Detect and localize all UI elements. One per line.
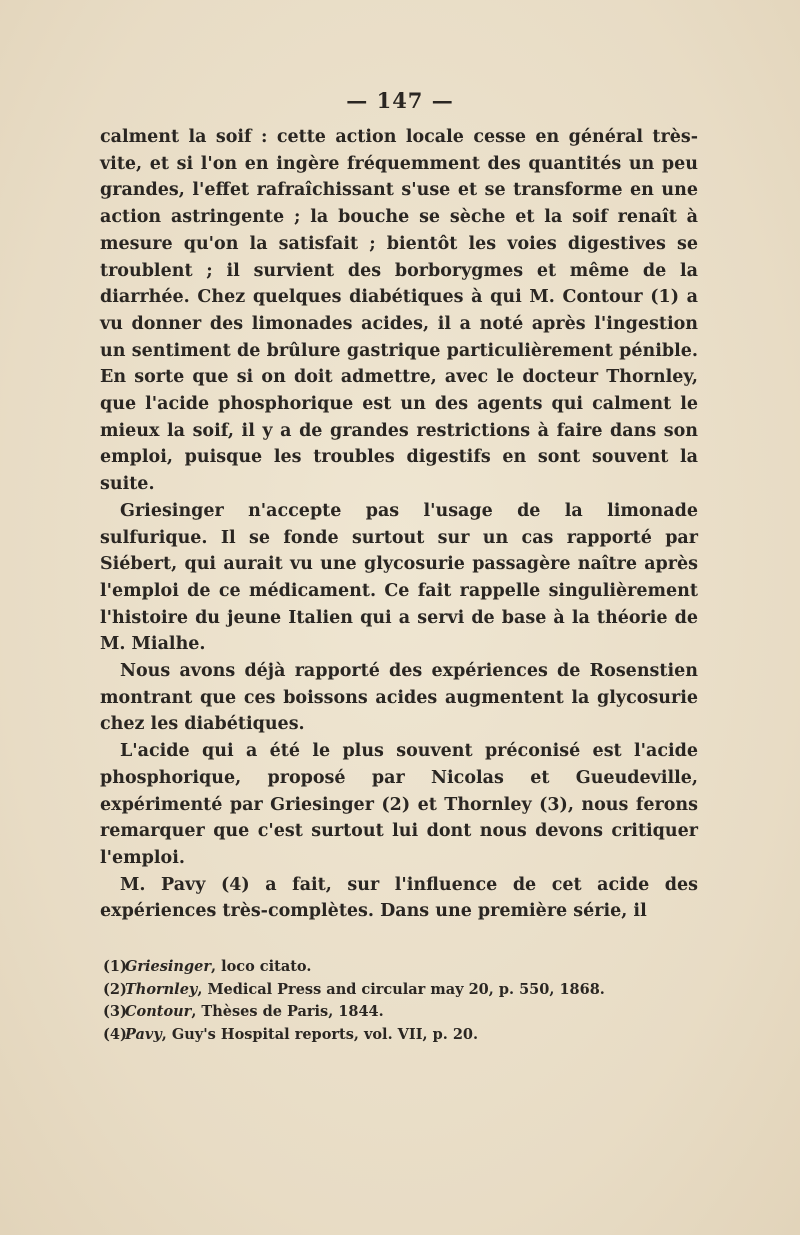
footnote-3: [103, 1001, 698, 1024]
footnote-number: (1): [103, 958, 127, 975]
paragraph-1: calment la soif : cette action locale cesse en général très-vite, et si l'on en ingère fréquemment des quantités un peu grandes, l'effet rafraîchissant s'use et se transforme en une action astringente ; la bouche se sèche et la soif renaît à mesure qu'on la satisfait ; bientôt les voies digestives se troublent ; il survient des borborygmes et même de la diarrhée. Chez quelques diabétiques à qui M. Contour (1) a vu donner des limonades acides, il a noté après l'ingestion un sentiment de brûlure gastrique particulièrement pénible. En sorte que si on doit admettre, avec le docteur Thornley, que l'acide phosphorique est un des agents qui calment le mieux la soif, il y a de grandes restrictions à faire dans son emploi, puisque les troubles digestifs en sont souvent la suite.: [100, 127, 698, 495]
footnotes: [103, 956, 698, 1046]
footnote-number: (4): [103, 1025, 127, 1043]
paragraph-5: M. Pavy (4) a fait, sur l'influence de cet acide des expériences très-complètes. Dans une première série, il: [100, 874, 698, 922]
body-text: [100, 124, 698, 925]
footnote-author: Thornley: [125, 980, 198, 998]
footnote-2: [103, 979, 698, 1002]
footnote-author: Contour: [125, 1003, 192, 1020]
footnote-number: (3): [103, 1003, 127, 1020]
footnote-author: Pavy: [125, 1025, 162, 1043]
footnote-1: [103, 956, 698, 979]
paragraph-4: L'acide qui a été le plus souvent préconisé est l'acide phosphorique, proposé par Nicolas et Gueudeville, expérimenté par Griesinger (2) et Thornley (3), nous ferons remarquer que c'est surtout lui dont nous devons critiquer l'emploi.: [100, 741, 698, 868]
footnote-4: [103, 1024, 698, 1047]
footnote-number: (2): [103, 980, 127, 998]
footnote-author: Griesinger: [125, 958, 211, 975]
footnote-text: , Medical Press and circular may 20, p. 550, 1868.: [197, 980, 605, 998]
page-number: — 147 —: [346, 88, 454, 113]
footnote-text: , loco citato.: [210, 958, 312, 975]
paragraph-2: Griesinger n'accepte pas l'usage de la limonade sulfurique. Il se fonde surtout sur un cas rapporté par Siébert, qui aurait vu une glycosurie passagère naître après l'emploi de ce médicament. Ce fait rappelle singulièrement l'histoire du jeune Italien qui a servi de base à la théorie de M. Mialhe.: [100, 500, 698, 655]
footnote-text: , Guy's Hospital reports, vol. VII, p. 20.: [161, 1025, 479, 1043]
footnote-text: , Thèses de Paris, 1844.: [191, 1003, 384, 1020]
paragraph-3: Nous avons déjà rapporté des expériences de Rosenstien montrant que ces boissons acides augmentent la glycosurie chez les diabétiques.: [100, 661, 698, 735]
